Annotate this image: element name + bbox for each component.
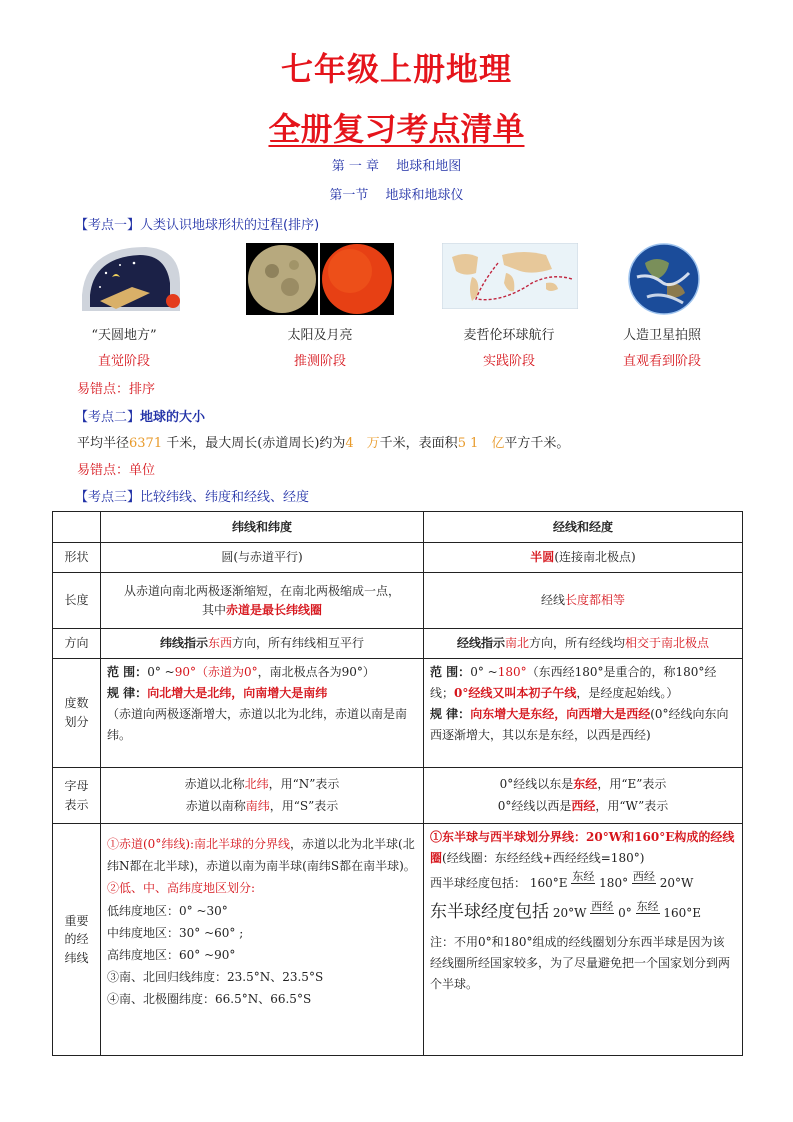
table-row: [53, 824, 743, 1056]
figure-stage: 直观看到阶段: [622, 354, 701, 369]
cell-lat: 赤道以北称北纬，用“N”表示 赤道以南称南纬，用“S”表示: [101, 768, 424, 824]
world-map-route-icon: [442, 243, 578, 313]
table-row: [53, 543, 743, 573]
chapter-heading: 第 一 章 地球和地图: [331, 159, 462, 174]
cell-lat: 纬线指示东西方向，所有纬线相互平行: [101, 629, 424, 659]
row-label: 度数 划分: [53, 659, 101, 768]
kaodian-2-heading: 【考点二】地球的大小: [75, 410, 206, 425]
figure-caption: 麦哲伦环球航行: [463, 328, 555, 343]
row-label: 长度: [53, 573, 101, 629]
row-label: 重要 的经 纬线: [53, 824, 101, 1056]
table-header-row: [53, 512, 743, 543]
section-heading: 第一节 地球和地球仪: [329, 188, 464, 203]
error-tip: 易错点：单位: [77, 463, 156, 478]
table-row: [53, 659, 743, 768]
cell-lon: 经线指示南北方向，所有经线均相交于南北极点: [424, 629, 743, 659]
cell-lat: ①赤道(0°纬线):南北半球的分界线，赤道以北为北半球(北纬N都在北半球)，赤道以南为南半球(南纬S都在南半球)。 ②低、中、高纬度地区划分: 低纬度地区：0° ~30° 中纬度地区：30° ~60° ; 高纬度地区：60° ~90° ③南、北回归线纬度：23.5°N、23.5°S ④南、北极圈纬度：66.5°N、66.5°S: [101, 824, 424, 1056]
kaodian-1-heading: 【考点一】人类认识地球形状的过程(排序): [75, 218, 320, 233]
cell-lon: 0°经线以东是东经，用“E”表示 0°经线以西是西经，用“W”表示: [424, 768, 743, 824]
header-lon: 经线和经度: [424, 512, 743, 543]
cell-lat: 圆(与赤道平行): [101, 543, 424, 573]
cell-lon: 经线长度都相等: [424, 573, 743, 629]
earth-size-text: 平均半径6371 千米，最大周长(赤道周长)约为4 万千米，表面积5 1 亿平方千米。: [77, 436, 570, 451]
table-corner: [53, 512, 101, 543]
table-row: [53, 629, 743, 659]
row-label: 方向: [53, 629, 101, 659]
cell-lat: 从赤道向南北两极逐渐缩短，在南北两极缩成一点， 其中赤道是最长纬线圈: [101, 573, 424, 629]
figure-caption: 人造卫星拍照: [622, 328, 701, 343]
figure-caption: “天圆地方”: [91, 328, 157, 343]
cell-lon: ①东半球与西半球划分界线：20°W和160°E构成的经线圈(经线圈：东经经线+西经经线=180°) 西半球经度包括： 160°E 东经 180° 西经 20°W 东半球经度包括 20°W 西经 0° 东经 160°E 注：不用0°和180°组成的经线圈划分东西半球是因为该经线圈所经国家较多，为了尽量避免把一个国家划分到两个半球。: [424, 824, 743, 1056]
figure-caption: 太阳及月亮: [287, 328, 353, 343]
doc-title: 七年级上册地理: [280, 50, 512, 88]
figure-stage: 推测阶段: [293, 354, 346, 369]
doc-subtitle: 全册复习考点清单: [268, 110, 525, 148]
cell-lat: 范 围：0° ~90°（赤道为0°，南北极点各为90°） 规 律：向北增大是北纬，向南增大是南纬 （赤道向两极逐渐增大，赤道以北为北纬，赤道以南是南纬。: [101, 659, 424, 768]
figure-stage: 直觉阶段: [97, 354, 150, 369]
row-label: 形状: [53, 543, 101, 573]
comparison-table: [52, 511, 743, 1056]
kaodian-3-heading: 【考点三】比较纬线、纬度和经线、经度: [75, 490, 310, 505]
error-tip: 易错点：排序: [77, 382, 156, 397]
sun-moon-photo-icon: [246, 243, 394, 319]
row-label: 字母 表示: [53, 768, 101, 824]
table-row: [53, 768, 743, 824]
dome-illustration-icon: [76, 243, 184, 319]
earth-photo-icon: [627, 243, 701, 319]
cell-lon: 范 围：0° ~180°（东西经180°是重合的，称180°经 线；0°经线又叫本初子午线，是经度起始线。） 规 律：向东增大是东经，向西增大是西经(0°经线向东向西逐渐增大，其以东是东经，以西是西经): [424, 659, 743, 768]
cell-lon: 半圆(连接南北极点): [424, 543, 743, 573]
header-lat: 纬线和纬度: [101, 512, 424, 543]
figure-stage: 实践阶段: [482, 354, 535, 369]
table-row: [53, 573, 743, 629]
